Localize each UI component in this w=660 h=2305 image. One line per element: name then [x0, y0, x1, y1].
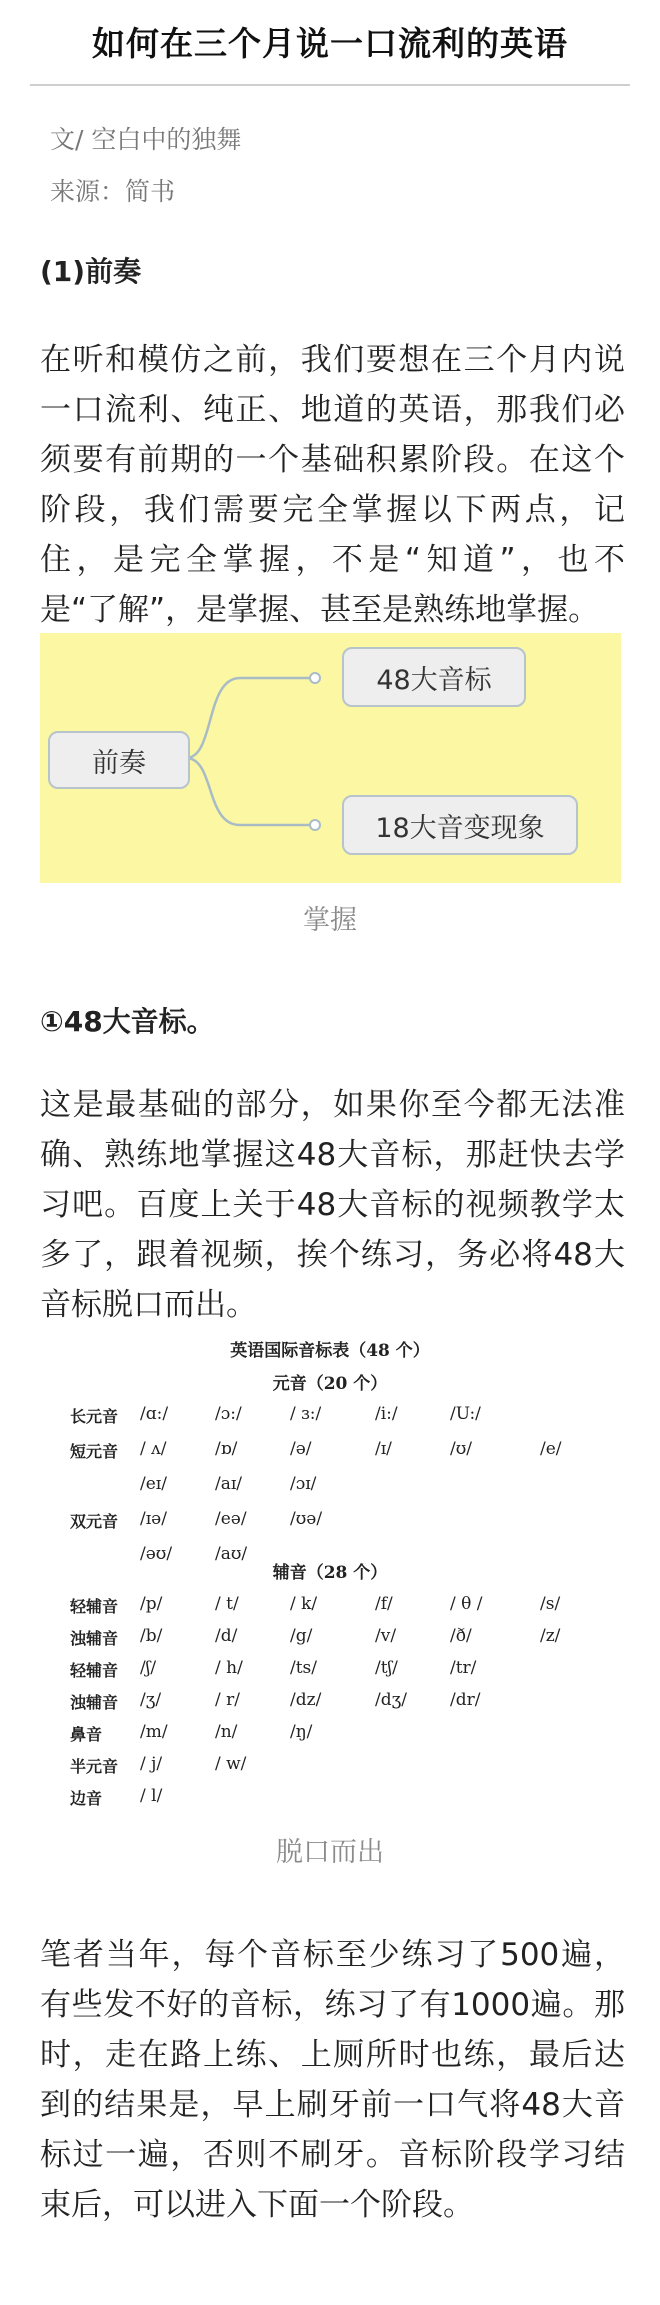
ipa-row-label: 浊辅音: [70, 1629, 119, 1648]
section-heading-prelude: (1)前奏: [40, 255, 142, 288]
ipa-symbol: /b/: [140, 1626, 163, 1646]
paragraph-line: 笔者当年，每个音标至少练习了500遍，: [40, 1937, 625, 1973]
ipa-symbol: /aɪ/: [215, 1474, 243, 1494]
ipa-consonant-heading: 辅音（28 个）: [272, 1563, 388, 1583]
ipa-row-label: 双元音: [70, 1512, 119, 1531]
ipa-symbol: / ɜ:/: [290, 1404, 322, 1424]
ipa-symbol: / θ /: [450, 1594, 483, 1614]
paragraph-line: 音标脱口而出。: [40, 1287, 257, 1323]
ipa-symbol: /ɔɪ/: [290, 1474, 317, 1494]
ipa-symbol: /v/: [375, 1626, 397, 1646]
ipa-symbol: /ə/: [290, 1439, 312, 1459]
paragraph-line: 阶段，我们需要完全掌握以下两点，记: [40, 492, 625, 528]
paragraph-line: 到的结果是，早上刷牙前一口气将48大音: [40, 2087, 625, 2123]
ipa-symbol: /dʒ/: [375, 1690, 407, 1710]
ipa-symbol: / r/: [215, 1690, 240, 1710]
title-divider: [30, 84, 630, 86]
mindmap-node-48-phonetics: 48大音标: [342, 647, 526, 707]
ipa-symbol: /dr/: [450, 1690, 481, 1710]
ipa-symbol: / t/: [215, 1594, 239, 1614]
ipa-symbol: /ɔ:/: [215, 1404, 242, 1424]
ipa-symbol: /dz/: [290, 1690, 322, 1710]
ipa-row-label: 鼻音: [70, 1725, 103, 1744]
ipa-symbol: / w/: [215, 1754, 247, 1774]
ipa-symbol: /e/: [540, 1439, 562, 1459]
ipa-symbol: /i:/: [375, 1404, 398, 1424]
ipa-symbol: /p/: [140, 1594, 163, 1614]
ipa-symbol: /ʒ/: [140, 1690, 162, 1710]
ipa-symbol: /g/: [290, 1626, 313, 1646]
ipa-symbol: /ɒ/: [215, 1439, 238, 1459]
paragraph-line: 确、熟练地掌握这48大音标，那赶快去学: [40, 1137, 625, 1173]
ipa-symbol: /ŋ/: [290, 1722, 313, 1742]
ipa-symbol: /ɑ:/: [140, 1404, 169, 1424]
ipa-symbol: /ɪ/: [375, 1439, 392, 1459]
ipa-symbol: /eə/: [215, 1509, 247, 1529]
section-heading-phonetics: ①48大音标。: [40, 1005, 215, 1038]
mindmap: [40, 633, 621, 883]
ipa-symbol: /ʊ/: [450, 1439, 472, 1459]
paragraph-line: 须要有前期的一个基础积累阶段。在这个: [40, 442, 625, 478]
ipa-row-label: 轻辅音: [70, 1661, 119, 1680]
ipa-symbol: /n/: [215, 1722, 238, 1742]
ipa-row-label: 半元音: [70, 1757, 119, 1776]
ipa-symbol: /ɪə/: [140, 1509, 167, 1529]
paragraph-line: 是“了解”，是掌握、甚至是熟练地掌握。: [40, 592, 600, 628]
ipa-symbol: /d/: [215, 1626, 238, 1646]
paragraph-line: 多了，跟着视频，挨个练习，务必将48大: [40, 1237, 625, 1273]
mindmap-caption: 掌握: [303, 905, 357, 936]
paragraph-line: 习吧。百度上关于48大音标的视频教学太: [40, 1187, 625, 1223]
paragraph-prelude: [40, 335, 625, 635]
ipa-row-label: 边音: [70, 1789, 103, 1808]
ipa-row-label: 轻辅音: [70, 1597, 119, 1616]
ipa-symbol: / k/: [290, 1594, 318, 1614]
ipa-symbol: /ts/: [290, 1658, 318, 1678]
source-line: 来源：简书: [50, 177, 176, 206]
paragraph-phonetics: [40, 1080, 625, 1330]
paragraph-line: 一口流利、纯正、地道的英语，那我们必: [40, 392, 625, 428]
paragraph-line: 住，是完全掌握，不是“知道”，也不: [40, 542, 625, 578]
paragraph-line: 时，走在路上练、上厕所时也练，最后达: [40, 2037, 625, 2073]
ipa-symbol: /aʊ/: [215, 1544, 248, 1564]
ipa-row-label: 浊辅音: [70, 1693, 119, 1712]
paragraph-line: 标过一遍，否则不刷牙。音标阶段学习结: [40, 2137, 625, 2173]
paragraph-line: 有些发不好的音标，练习了有1000遍。那: [40, 1987, 625, 2023]
ipa-symbol: /z/: [540, 1626, 561, 1646]
ipa-symbol: / h/: [215, 1658, 243, 1678]
ipa-symbol: /s/: [540, 1594, 561, 1614]
page-title: 如何在三个月说一口流利的英语: [92, 24, 568, 63]
ipa-symbol: /ð/: [450, 1626, 472, 1646]
ipa-symbol: /tr/: [450, 1658, 477, 1678]
ipa-chart-title: 英语国际音标表（48 个）: [230, 1341, 430, 1361]
ipa-row-label: 长元音: [70, 1407, 119, 1426]
ipa-symbol: /əʊ/: [140, 1544, 173, 1564]
ipa-symbol: /f/: [375, 1594, 393, 1614]
ipa-symbol: / l/: [140, 1786, 163, 1806]
ipa-row-label: 短元音: [70, 1442, 119, 1461]
ipa-symbol: /m/: [140, 1722, 168, 1742]
author-line: 文/ 空白中的独舞: [50, 125, 242, 154]
ipa-symbol: / j/: [140, 1754, 163, 1774]
paragraph-line: 束后，可以进入下面一个阶段。: [40, 2187, 474, 2223]
ipa-symbol: /eɪ/: [140, 1474, 167, 1494]
paragraph-line: 这是最基础的部分，如果你至今都无法准: [40, 1087, 625, 1123]
mindmap-root-node: 前奏: [48, 731, 190, 789]
mindmap-node-18-sound-changes: 18大音变现象: [342, 795, 578, 855]
ipa-symbol: /tʃ/: [375, 1658, 398, 1678]
ipa-symbol: /ʃ/: [140, 1658, 157, 1678]
ipa-vowel-heading: 元音（20 个）: [272, 1374, 388, 1394]
paragraph-line: 在听和模仿之前，我们要想在三个月内说: [40, 342, 625, 378]
ipa-chart-caption: 脱口而出: [276, 1837, 384, 1868]
ipa-chart: [40, 1336, 620, 1806]
ipa-symbol: /ʊə/: [290, 1509, 323, 1529]
ipa-symbol: /U:/: [450, 1404, 481, 1424]
ipa-symbol: / ʌ/: [140, 1439, 167, 1459]
paragraph-practice: [40, 1930, 625, 2230]
